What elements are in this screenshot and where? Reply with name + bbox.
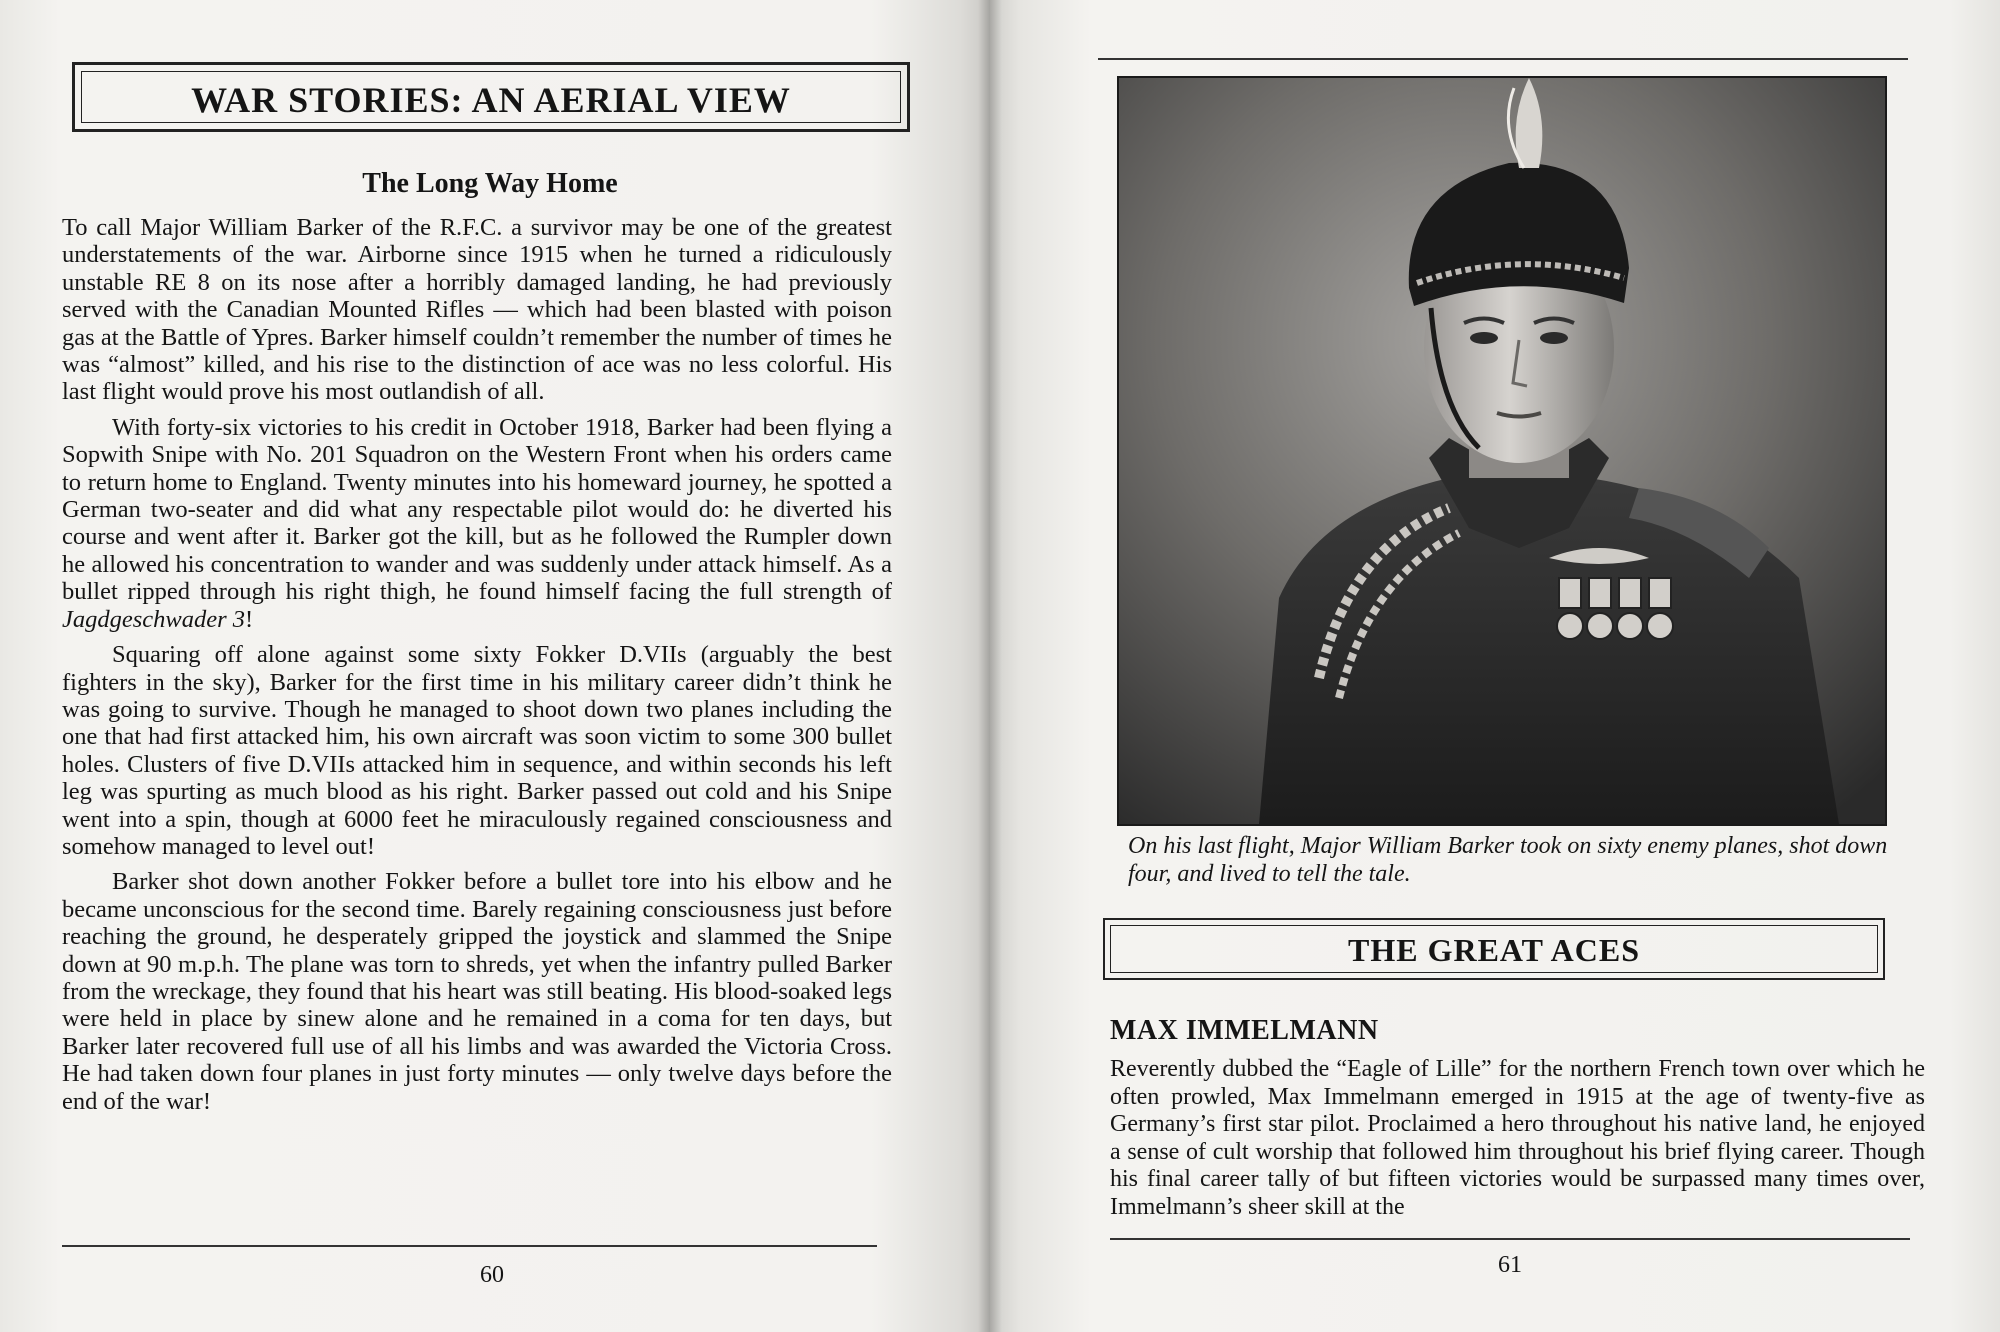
section-title-box: [1103, 918, 1885, 980]
italic-unit-name: Jagdgeschwader 3: [62, 605, 246, 633]
portrait-image: [1119, 78, 1885, 824]
footer-rule: [62, 1245, 877, 1247]
paragraph-3: Squaring off alone against some sixty Fokker D.VIIs (arguably the best fighters in the sky), Barker for the first time in his military career didn’t think he was going to survive. Though he managed to shoot down two planes including the one that had first attacked him, his own aircraft was soon victim to some 300 bullet holes. Clusters of five D.VIIs attacked him in sequence, and within seconds his left leg was spurting as much blood as his right. Barker passed out cold and his Snipe went into a spin, though at 6000 feet he miraculously regained consciousness and somehow managed to level out!: [62, 641, 892, 860]
page-title: WAR STORIES: AN AERIAL VIEW: [191, 80, 791, 120]
paragraph-4: Barker shot down another Fokker before a bullet tore into his elbow and he became unconscious for the second time. Barely regaining consciousness just before reaching the ground, he desperately gripped the joystick and slammed the Snipe down at 90 m.p.h. The plane was torn to shreds, yet when the infantry pulled Barker from the wreckage, they found that his heart was still beating. His blood-soaked legs were held in place by sinew alone and he remained in a coma for ten days, but Barker later recovered full use of all his limbs and was awarded the Victoria Cross. He had taken down four planes in just forty minutes — only twelve days before the end of the war!: [62, 868, 892, 1115]
section-title: THE GREAT ACES: [1347, 932, 1640, 968]
portrait-photo: [1117, 76, 1887, 826]
page-number-right: 61: [1498, 1252, 1522, 1278]
paragraph-2: [62, 414, 892, 633]
page-number-left: 60: [480, 1262, 504, 1288]
photo-caption: On his last flight, Major William Barker took on sixty enemy planes, shot down four, and lived to tell the tale.: [1128, 833, 1888, 887]
paragraph-2-text: With forty-six victories to his credit in October 1918, Barker had been flying a Sopwith Snipe with No. 201 Squadron on the Western Front when his orders came to return home to England. Twenty minutes into his homeward journey, he spotted a German two-seater and did what any respectable pilot would do: he diverted his course and went after it. Barker got the kill, but as he followed the Rumpler down he allowed his concentration to wander and was suddenly under attack himself. As a bullet ripped through his right thigh, he found himself facing the full strength of: [62, 413, 892, 606]
story-title: The Long Way Home: [362, 168, 618, 199]
ace-name-heading: MAX IMMELMANN: [1110, 1015, 1379, 1046]
book-gutter: [978, 0, 1002, 1332]
footer-rule-right: [1110, 1238, 1910, 1240]
header-rule: [1098, 58, 1908, 60]
paragraph-1: To call Major William Barker of the R.F.C. a survivor may be one of the greatest understatements of the war. Airborne since 1915 when he turned a ridiculously unstable RE 8 on its nose after a horribly damaged landing, he had previously served with the Canadian Mounted Rifles — which had been blasted with poison gas at the Battle of Ypres. Barker himself couldn’t remember the number of times he was “almost” killed, and his rise to the distinction of ace was no less colorful. His last flight would prove his most outlandish of all.: [62, 214, 892, 406]
ace-body: Reverently dubbed the “Eagle of Lille” for the northern French town over which he often prowled, Max Immelmann emerged in 1915 at the age of twenty-five as Germany’s first star pilot. Proclaimed a hero throughout his native land, he enjoyed a sense of cult worship that followed him throughout his brief flying career. Though his final career tally of but fifteen victories would be surpassed many times over, Immelmann’s sheer skill at the: [1110, 1056, 1925, 1220]
italic-unit-tail: !: [245, 605, 254, 633]
story-body: [62, 214, 892, 1123]
left-page: [0, 0, 990, 1332]
title-box: [72, 62, 910, 132]
